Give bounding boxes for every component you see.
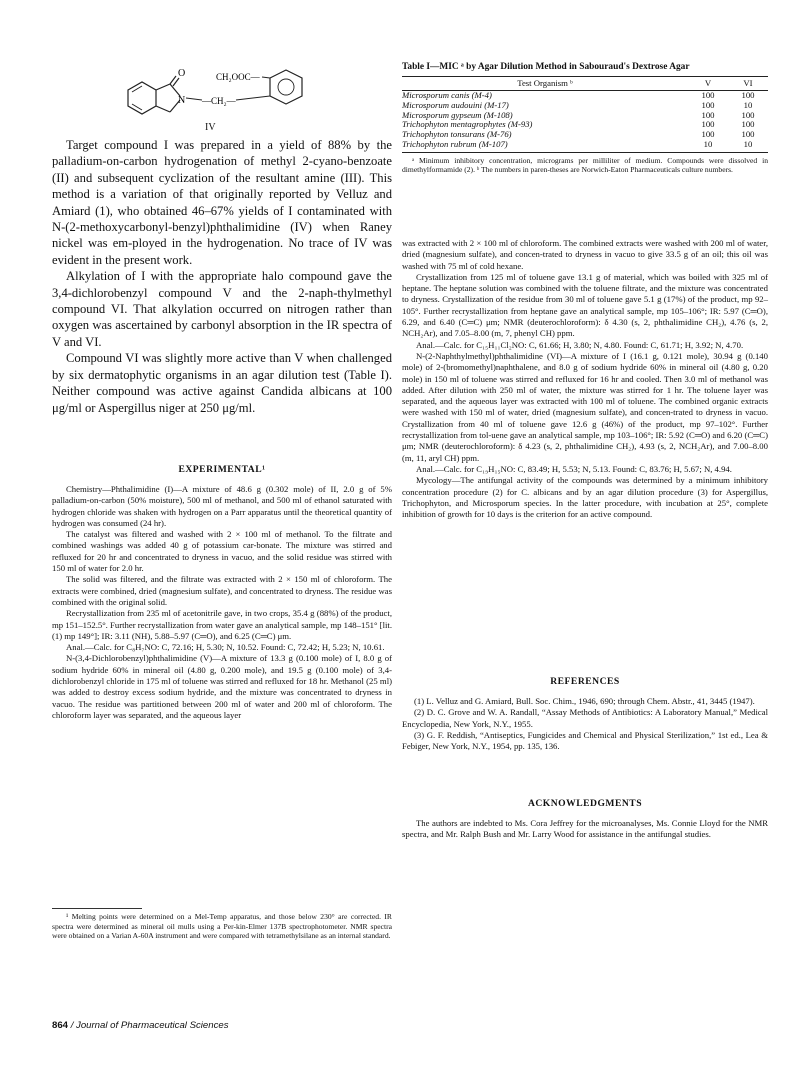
- table-cell-vi: 10: [743, 100, 753, 110]
- structure-label: IV: [205, 122, 216, 133]
- table-header-organism: Test Organism ᵇ: [402, 76, 688, 91]
- references-heading: REFERENCES: [550, 676, 620, 687]
- table-cell-organism: Microsporum audouini (M-17): [402, 100, 509, 110]
- oxygen-label: O: [178, 68, 186, 79]
- table-cell-organism: Trichophyton rubrum (M-107): [402, 140, 688, 152]
- table-cell-organism: Trichophyton mentagrophytes (M-93): [402, 119, 533, 130]
- ch2-label: —CH₂—: [202, 96, 236, 106]
- reference-2: (2) D. C. Grove and W. A. Randall, “Assay Methods of Antibiotics: A Laboratory Manual,” Medical Encyclopedia, New York, N.Y., 1955.: [402, 707, 768, 729]
- table-footnote: ᵃ Minimum inhibitory concentration, micrograms per milliliter of medium. Compounds were dissolved in dimethylformamide (2). ᵇ The numbers in paren-theses are Norwich-Eaton Pharmaceuticals culture numbers.: [402, 155, 768, 174]
- experimental-paragraph-1: Chemistry—Phthalimidine (I)—A mixture of 48.6 g (0.302 mole) of II, 2.0 g of 5% palladium-on-carbon (50% moisture), 500 ml of methanol, and 500 ml of ethanol saturated with hydrogen chloride was shaken with hydrogen on a Parr apparatus until the theoretical quantity of hydrogen was consumed (24 hr).: [52, 484, 392, 528]
- table-cell-vi: 100: [741, 119, 755, 130]
- experimental-paragraph-4: Recrystallization from 235 ml of acetonitrile gave, in two crops, 35.4 g (88%) of the product, mp 151–152.5°. Further recrystallization from water gave an analytical sample, mp 148–151° [lit. (1) mp 149°]; IR: 3.11 (NH), 5.88–5.97 (C═O), and 6.25 (C═C) μm.: [52, 608, 392, 641]
- intro-paragraph-2: Alkylation of I with the appropriate halo compound gave the 3,4-dichlorobenzyl compound V and the 2-naph-thylmethyl compound VI. That alkylation occurred on nitrogen rather than oxygen was ascertained by carbonyl absorption in the IR spectra of V and VI.: [52, 269, 392, 349]
- intro-paragraph-1: Target compound I was prepared in a yield of 88% by the palladium-on-carbon hydrogenation of methyl 2-cyano-benzoate (II) and subsequent cyclization of the resultant amine (III). This method is a variation of that originally reported by Velluz and Amiard (1), who obtained 46–67% yields of I contaminated with N-(2-methoxycarbonyl-benzyl)phthalimidine (IV) when Raney nickel was em-ployed in the hydrogenation. No trace of IV was evident in the present work.: [52, 138, 392, 267]
- table-cell-organism: Trichophyton tonsurans (M-76): [402, 129, 512, 140]
- table-header-v: V: [688, 76, 728, 91]
- table-cell-organism: Microsporum canis (M-4): [402, 90, 492, 101]
- reference-1: (1) L. Velluz and G. Amiard, Bull. Soc. Chim., 1946, 690; through Chem. Abstr., 41, 3445 (1947).: [414, 696, 755, 706]
- acknowledgments-heading: ACKNOWLEDGMENTS: [527, 798, 643, 809]
- table-title: Table I—MIC ᵃ by Agar Dilution Method in Sabouraud's Dextrose Agar: [402, 62, 690, 72]
- footnote: ¹ Melting points were determined on a Mel-Temp apparatus, and those below 230° are corrected. IR spectra were determined as mineral oil mulls using a Per-kin-Elmer 137B spectrophotometer. NMR spectra were obtained on a Varian A-60A instrument and were compared with tetramethylsilane as an internal standard.: [52, 912, 392, 941]
- table-cell-vi: 10: [728, 140, 768, 152]
- mic-table: [402, 76, 768, 153]
- footnote-rule: [52, 908, 142, 909]
- table-cell-vi: 100: [741, 90, 755, 101]
- table-cell-v: 100: [701, 129, 715, 140]
- body-paragraph-4: N-(2-Naphthylmethyl)phthalimidine (VI)—A mixture of I (16.1 g, 0.121 mole), 30.94 g (0.140 mole) of 2-(bromomethyl)naphthalene, and 8.0 g of sodium hydride 60% in mineral oil (4.80 g, 0.20 mole) in 150 ml of toluene was stirred and refluxed for 16 hr and cooled. Then 3.0 ml of methanol was added. After dilution with 250 ml of water, the mixture was stirred for 1 hr. The toluene layer was separated, and the aqueous layer was extracted with 100 ml of toluene. The combined organic extracts were washed with 150 ml of water, dried (magnesium sulfate), and concen-trated to dryness in vacuo. Crystallization from 40 ml of toluene gave 12.6 g (46%) of the product, mp 97–102°. Further recrystallization from tol-uene gave an analytical sample, mp 103–106°; IR: 5.92 (C═O) and 6.20 (C═C) μm; NMR (deuterochloroform): δ 4.23 (s, 2, phthalimidine CH₂), 4.93 (s, 2, NCH₂Ar), and 7.00–8.00 (m, 11, aryl CH) ppm.: [402, 350, 768, 463]
- experimental-heading: EXPERIMENTAL¹: [178, 464, 266, 475]
- body-paragraph-6: Mycology—The antifungal activity of the compounds was determined by a minimum inhibitory concentration procedure (2) for C. albicans and by an agar dilution procedure (3) for Aspergillus, Trichophyton, and Microsporum species. In the latter procedure, with incubation at 25°, complete inhibition of growth for 10 days is the criterion for an active compound.: [402, 475, 768, 520]
- page-number: 864: [52, 1020, 69, 1031]
- table-row: [402, 140, 768, 152]
- nitrogen-label: N: [178, 95, 186, 106]
- experimental-paragraph-5: Anal.—Calc. for C₈H₇NO: C, 72.16; H, 5.30; N, 10.52. Found: C, 72.42; H, 5.23; N, 10.61.: [66, 642, 385, 653]
- experimental-paragraph-2: The catalyst was filtered and washed with 2 × 100 ml of methanol. To the filtrate and combined washings was added 40 g of potassium car-bonate. The mixture was stirred and refluxed for 20 hr and concentrated to dryness in vacuo, and the solid residue was stirred with 150 ml of water for 2.0 hr.: [52, 529, 392, 574]
- body-paragraph-3: Anal.—Calc. for C₁₅H₁₁Cl₂NO: C, 61.66; H, 3.80; N, 4.80. Found: C, 61.71; H, 3.92; N, 4.70.: [416, 339, 744, 350]
- table-cell-v: 100: [701, 90, 715, 101]
- page-footer: [52, 1020, 229, 1031]
- table-cell-vi: 100: [741, 109, 755, 120]
- intro-paragraph-3: Compound VI was slightly more active than V when challenged by six dermatophytic organisms in an agar dilution test (Table I). Neither compound was active against Candida albicans at 100 μg/ml or Aspergillus niger at 250 μg/ml.: [52, 351, 392, 415]
- body-paragraph-2: Crystallization from 125 ml of toluene gave 13.1 g of material, which was boiled with 325 ml of heptane. The heptane solution was combined with the toluene filtrate, and the mixture was concentrated to dryness. Crystallization of the residue from 30 ml of toluene gave 5.1 g (17%) of the product, mp 92–105°. Further recrystallization from heptane gave an analytical sample, mp 105–106°; IR: 5.97 (C═O), 6.29, and 6.40 (C═C) μm; NMR (deuterochloroform): δ 4.30 (s, 2, phthalimidine CH₂), 4.76 (s, 2, NCH₂Ar), and 7.05–8.00 (m, 7, phenyl CH) ppm.: [402, 271, 768, 339]
- reference-3: (3) G. F. Reddish, “Antiseptics, Fungicides and Chemical and Physical Sterilization,” 1st ed., Lea & Febiger, New York, N.Y., 1954, pp. 135, 136.: [402, 729, 768, 752]
- table-cell-v: 100: [701, 100, 715, 110]
- table-header-vi: VI: [728, 76, 768, 91]
- table-cell-organism: Microsporum gypseum (M-108): [402, 109, 513, 120]
- experimental-paragraph-3: The solid was filtered, and the filtrate was extracted with 2 × 150 ml of chloroform. The extracts were combined, dried (magnesium sulfate), and concentrated to dryness. The residue was combined with the original solid.: [52, 574, 392, 607]
- ester-label: CH₂OOC—: [216, 72, 260, 82]
- experimental-paragraph-6: N-(3,4-Dichlorobenzyl)phthalimidine (V)—A mixture of 13.3 g (0.100 mole) of I, 8.0 g of sodium hydride 60% in mineral oil (4.80 g, 0.200 mole), and 19.5 g (0.100 mole) of 3,4-dichlorobenzyl chloride in 175 ml of toluene was stirred and refluxed for 18 hr. Methanol (25 ml) was added to destroy excess sodium hydride, and the mixture was concentrated to dryness in vacuo. The residue was partitioned between 200 ml of water and 200 ml of chloroform. The chloroform layer was separated, and the aqueous layer: [52, 653, 392, 720]
- table-cell-v: 100: [701, 119, 715, 130]
- table-cell-v: 100: [701, 109, 715, 120]
- body-paragraph-5: Anal.—Calc. for C₁₉H₁₅NO: C, 83.49; H, 5.53; N, 5.13. Found: C, 83.76; H, 5.67; N, 4.94.: [416, 463, 732, 474]
- table-cell-v: 10: [688, 140, 728, 152]
- acknowledgments-text: The authors are indebted to Ms. Cora Jeffrey for the microanalyses, Ms. Connie Lloyd for the NMR spectra, and Mr. Ralph Bush and Mr. Larry Wood for assistance in the antifungal studies.: [402, 818, 768, 840]
- body-paragraph-1: was extracted with 2 × 100 ml of chloroform. The combined extracts were washed with 200 ml of water, dried (magnesium sulfate), and concen-trated to dryness in vacuo to give 33.5 g of an oil; this oil was washed with 75 ml of cold hexane.: [402, 238, 768, 271]
- table-cell-vi: 100: [741, 129, 755, 140]
- journal-name: / Journal of Pharmaceutical Sciences: [70, 1020, 229, 1031]
